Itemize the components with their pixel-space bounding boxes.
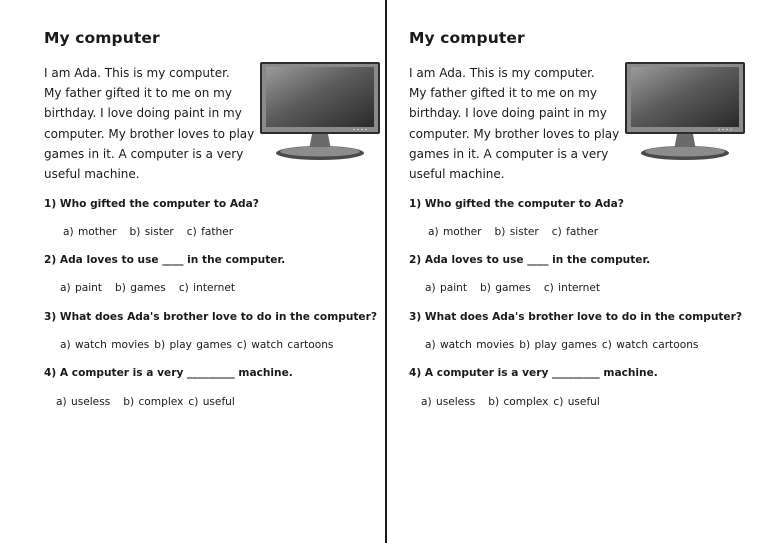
answer-option: c) father bbox=[186, 226, 234, 238]
question-text: 4) A computer is a very _________ machine. bbox=[409, 367, 658, 379]
question-text: 2) Ada loves to use ____ in the computer. bbox=[44, 254, 286, 266]
answer-option: c) internet bbox=[178, 282, 236, 294]
worksheet-title: My computer bbox=[44, 29, 160, 47]
answer-option: b) sister bbox=[494, 226, 539, 238]
answer-options bbox=[421, 396, 613, 408]
story-line: games in it. A computer is a very bbox=[409, 146, 609, 161]
answer-option: a) watch movies bbox=[425, 339, 515, 351]
answer-option: b) play games bbox=[519, 339, 597, 351]
answer-option: c) internet bbox=[543, 282, 601, 294]
question-text: 2) Ada loves to use ____ in the computer. bbox=[409, 254, 651, 266]
answer-options bbox=[428, 226, 611, 238]
worksheet-right bbox=[409, 0, 768, 543]
story-line: My father gifted it to me on my bbox=[409, 86, 597, 101]
answer-option: c) watch cartoons bbox=[601, 339, 699, 351]
story-line: computer. My brother loves to play bbox=[409, 126, 620, 141]
answer-option: c) father bbox=[551, 226, 599, 238]
answer-option: a) paint bbox=[425, 282, 468, 294]
question-text: 3) What does Ada's brother love to do in the computer? bbox=[44, 311, 377, 323]
answer-option: a) mother bbox=[428, 226, 482, 238]
story-line: birthday. I love doing paint in my bbox=[409, 106, 607, 121]
question-text: 3) What does Ada's brother love to do in the computer? bbox=[409, 311, 742, 323]
story-line: birthday. I love doing paint in my bbox=[44, 106, 242, 121]
computer-monitor-icon bbox=[623, 60, 747, 164]
story-line: useful machine. bbox=[44, 167, 140, 182]
answer-option: c) useful bbox=[553, 396, 600, 408]
story-paragraph bbox=[44, 63, 262, 184]
answer-option: b) play games bbox=[154, 339, 232, 351]
story-line: games in it. A computer is a very bbox=[44, 146, 244, 161]
answer-option: b) complex bbox=[488, 396, 549, 408]
story-line: computer. My brother loves to play bbox=[44, 126, 255, 141]
story-line: My father gifted it to me on my bbox=[44, 86, 232, 101]
answer-option: c) useful bbox=[188, 396, 235, 408]
question-text: 1) Who gifted the computer to Ada? bbox=[409, 198, 624, 210]
answer-option: b) games bbox=[480, 282, 531, 294]
answer-option: c) watch cartoons bbox=[236, 339, 334, 351]
answer-options bbox=[425, 339, 703, 351]
answer-options bbox=[56, 396, 248, 408]
answer-options bbox=[425, 282, 613, 294]
answer-option: a) paint bbox=[60, 282, 103, 294]
answer-option: a) useless bbox=[56, 396, 111, 408]
worksheet-left bbox=[44, 0, 404, 543]
answer-option: a) useless bbox=[421, 396, 476, 408]
answer-option: a) mother bbox=[63, 226, 117, 238]
answer-options bbox=[60, 339, 338, 351]
answer-options bbox=[63, 226, 246, 238]
answer-option: b) games bbox=[115, 282, 166, 294]
computer-monitor-icon bbox=[258, 60, 382, 164]
answer-option: b) sister bbox=[129, 226, 174, 238]
worksheet-title: My computer bbox=[409, 29, 525, 47]
question-text: 4) A computer is a very _________ machine. bbox=[44, 367, 293, 379]
story-line: useful machine. bbox=[409, 167, 505, 182]
question-text: 1) Who gifted the computer to Ada? bbox=[44, 198, 259, 210]
story-line: I am Ada. This is my computer. bbox=[44, 66, 230, 80]
answer-option: b) complex bbox=[123, 396, 184, 408]
story-paragraph bbox=[409, 63, 627, 184]
story-line: I am Ada. This is my computer. bbox=[409, 66, 595, 80]
answer-option: a) watch movies bbox=[60, 339, 150, 351]
answer-options bbox=[60, 282, 248, 294]
